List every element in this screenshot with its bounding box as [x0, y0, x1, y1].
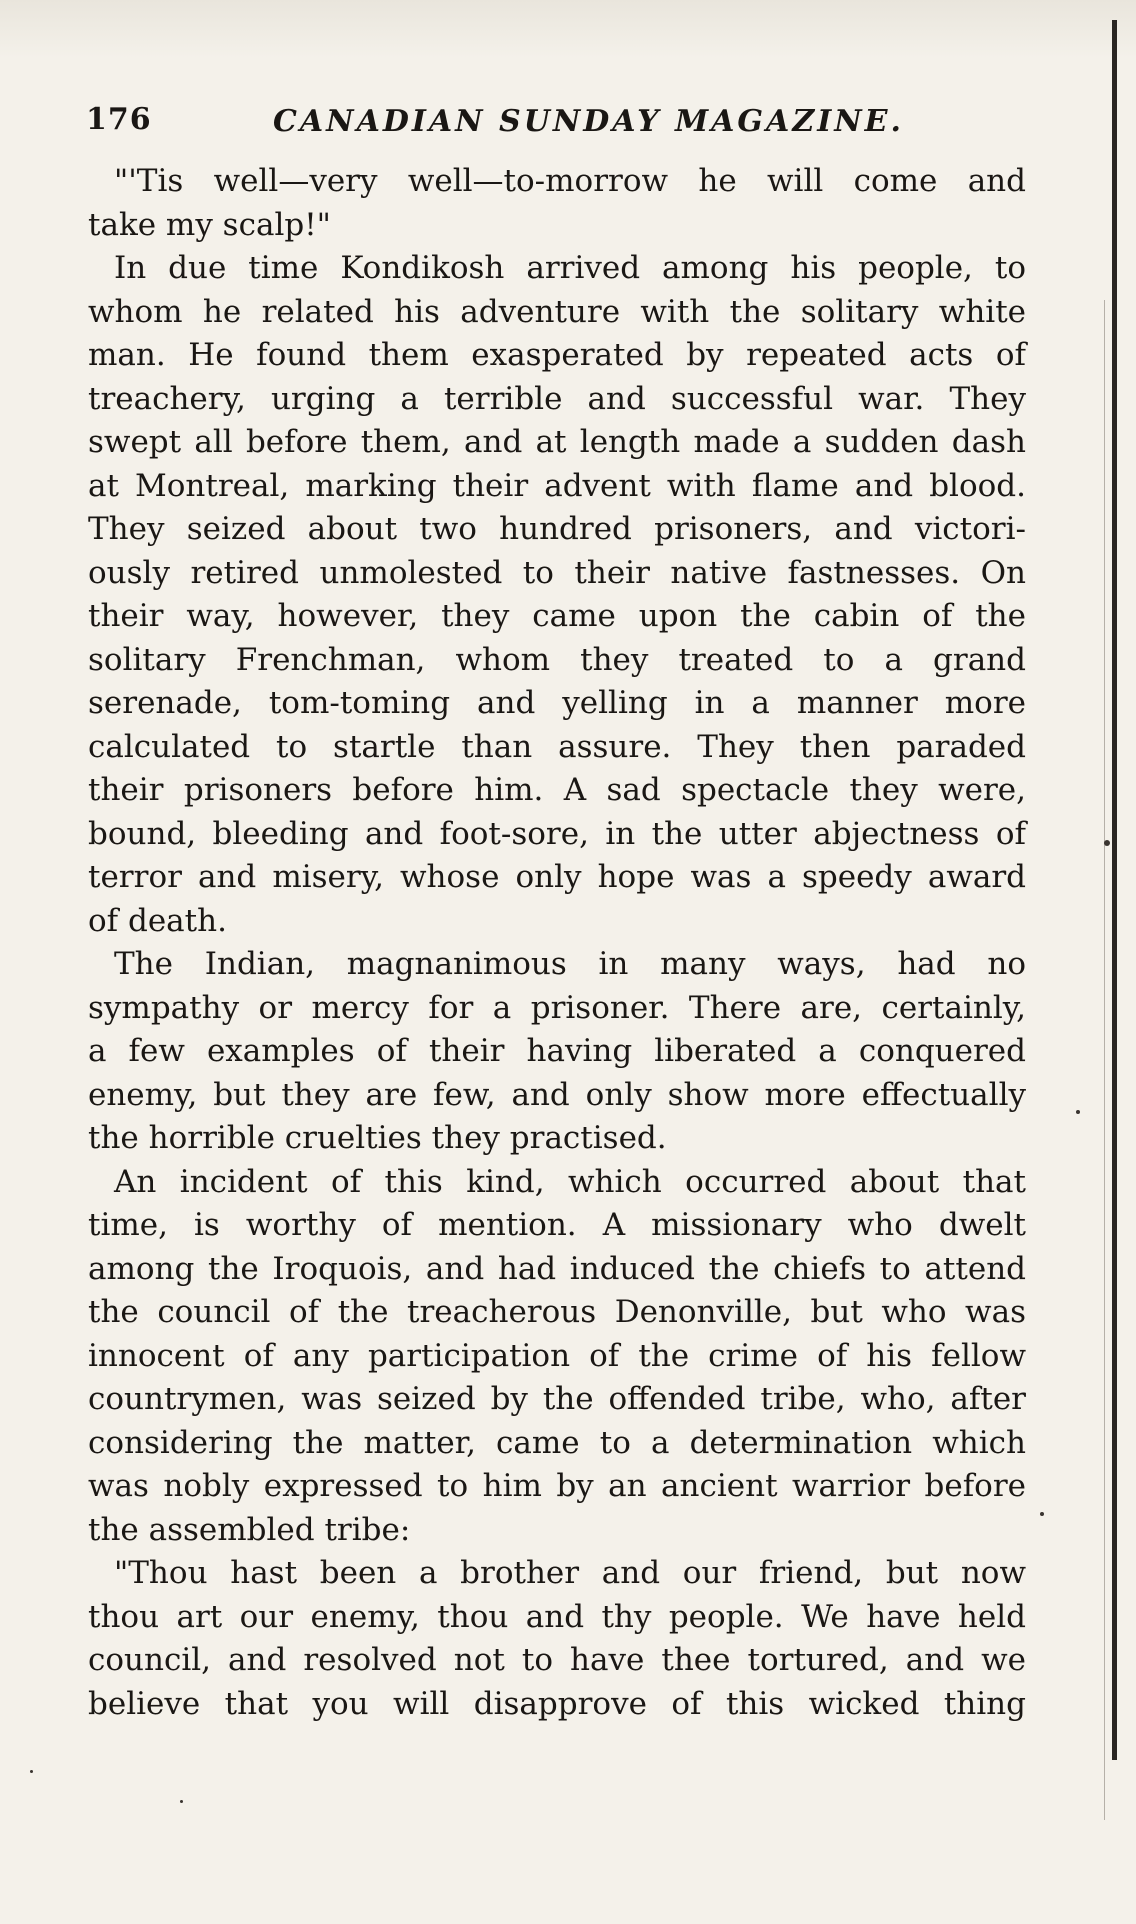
text-line: sympathy or mercy for a prisoner. There are, certainly, — [88, 989, 1026, 1026]
text-line: man. He found them exasperated by repeated acts of — [88, 337, 1026, 373]
text-line: at Montreal, marking their advent with flame and blood. — [88, 467, 1026, 504]
text-line: time, is worthy of mention. A missionary who dwelt — [88, 1207, 1026, 1243]
scan-speck — [1040, 1512, 1044, 1516]
text-line: whom he related his adventure with the solitary white — [88, 293, 1026, 330]
text-line: the assembled tribe: — [88, 1511, 411, 1548]
text-line: a few examples of their having liberated a conquered — [88, 1033, 1026, 1069]
text-line: treachery, urging a terrible and successful war. They — [88, 380, 1026, 417]
binding-edge-rule — [1112, 20, 1117, 1760]
text-line: "Thou hast been a brother and our friend, but now — [114, 1555, 1026, 1591]
text-line: council, and resolved not to have thee tortured, and we — [88, 1642, 1026, 1678]
scan-speck — [1076, 1110, 1080, 1114]
text-line: terror and misery, whose only hope was a speedy award — [88, 859, 1026, 895]
text-line: swept all before them, and at length made a sudden dash — [88, 424, 1026, 460]
scan-speck — [30, 1770, 33, 1773]
binding-edge-line — [1104, 300, 1105, 1820]
text-line: innocent of any participation of the crime of his fellow — [88, 1337, 1026, 1374]
text-line: was nobly expressed to him by an ancient warrior before — [88, 1468, 1026, 1504]
text-line: serenade, tom-toming and yelling in a manner more — [88, 685, 1026, 721]
text-line: They seized about two hundred prisoners, and victori- — [88, 511, 1026, 547]
text-line: thou art our enemy, thou and thy people. We have held — [88, 1598, 1026, 1635]
text-line: their prisoners before him. A sad spectacle they were, — [88, 772, 1026, 808]
text-line: their way, however, they came upon the cabin of the — [88, 598, 1026, 634]
text-line: countrymen, was seized by the offended tribe, who, after — [88, 1381, 1026, 1417]
scan-shadow — [0, 0, 1136, 58]
text-line: solitary Frenchman, whom they treated to a grand — [88, 641, 1026, 678]
text-line: enemy, but they are few, and only show more effectually — [88, 1076, 1026, 1113]
text-line: "'Tis well—very well—to-morrow he will come and — [114, 163, 1026, 199]
text-line: In due time Kondikosh arrived among his people, to — [114, 250, 1026, 286]
text-line: among the Iroquois, and had induced the chiefs to attend — [88, 1250, 1026, 1287]
text-line: ously retired unmolested to their native fastnesses. On — [88, 554, 1026, 591]
text-line: take my scalp!" — [88, 206, 331, 243]
text-line: of death. — [88, 902, 227, 939]
text-line: the horrible cruelties they practised. — [88, 1120, 667, 1156]
text-line: calculated to startle than assure. They then paraded — [88, 728, 1026, 765]
text-line: the council of the treacherous Denonville, but who was — [88, 1294, 1026, 1330]
scan-speck — [180, 1800, 183, 1803]
body-text — [88, 160, 1026, 1726]
text-line: The Indian, magnanimous in many ways, had no — [114, 946, 1026, 982]
page-number: 176 — [86, 102, 152, 137]
running-head: CANADIAN SUNDAY MAGAZINE. — [273, 104, 904, 139]
text-line: bound, bleeding and foot-sore, in the utter abjectness of — [88, 815, 1026, 852]
text-line: considering the matter, came to a determination which — [88, 1424, 1026, 1461]
page-header — [78, 98, 1008, 146]
text-line: An incident of this kind, which occurred about that — [114, 1163, 1026, 1200]
text-line: believe that you will disapprove of this wicked thing — [88, 1685, 1026, 1722]
scan-speck — [1104, 840, 1110, 846]
